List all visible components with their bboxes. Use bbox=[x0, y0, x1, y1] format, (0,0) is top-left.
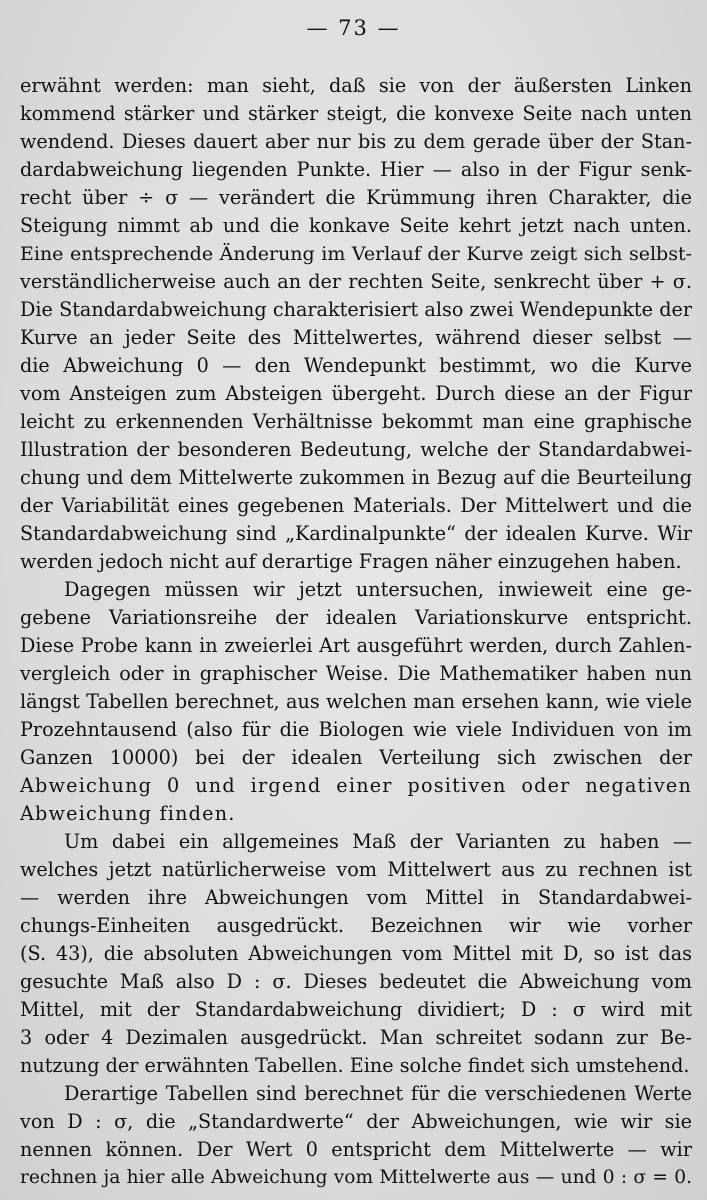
text-line: Illustration der besonderen Bedeutung, welche der Standardabwei- bbox=[20, 438, 692, 461]
text-line: (S. 43), die absoluten Abweichungen vom Mittel mit D, so ist das bbox=[20, 942, 692, 965]
text-line: kommend stärker und stärker steigt, die konvexe Seite nach unten bbox=[20, 102, 692, 125]
text-line: welches jetzt natürlicherweise vom Mittelwert aus zu rechnen ist bbox=[20, 858, 692, 881]
text-line: Prozehntausend (also für die Biologen wie viele Individuen von im bbox=[20, 718, 692, 741]
text-line: leicht zu erkennenden Verhältnisse bekommt man eine graphische bbox=[20, 410, 692, 433]
text-line: verständlicherweise auch an der rechten Seite, senkrecht über + σ. bbox=[20, 270, 692, 293]
text-line: Um dabei ein allgemeines Maß der Varianten zu haben — bbox=[64, 830, 692, 853]
text-line: gebene Variationsreihe der idealen Variationskurve entspricht. bbox=[20, 606, 692, 629]
text-line: Kurve an jeder Seite des Mittelwertes, während dieser selbst — bbox=[20, 326, 692, 349]
text-line: Dagegen müssen wir jetzt untersuchen, inwieweit eine ge- bbox=[64, 578, 692, 601]
text-line: Abweichung 0 und irgend einer positiven oder negativen bbox=[20, 774, 692, 797]
text-line: von D : σ, die „Standardwerte“ der Abweichungen, wie wir sie bbox=[20, 1110, 692, 1133]
text-line: der Variabilität eines gegebenen Materials. Der Mittelwert und die bbox=[20, 494, 692, 517]
text-line: Mittel, mit der Standardabweichung dividiert; D : σ wird mit bbox=[20, 998, 692, 1021]
text-line: chung und dem Mittelwerte zukommen in Bezug auf die Beurteilung bbox=[20, 466, 692, 489]
text-line: 3 oder 4 Dezimalen ausgedrückt. Man schreitet sodann zur Be- bbox=[20, 1026, 692, 1049]
text-line: rechnen ja hier alle Abweichung vom Mittelwerte aus — und 0 : σ = 0. bbox=[20, 1167, 692, 1188]
text-line: Eine entsprechende Änderung im Verlauf der Kurve zeigt sich selbst- bbox=[20, 243, 692, 265]
text-line: Derartige Tabellen sind berechnet für die verschiedenen Werte bbox=[64, 1082, 692, 1105]
text-line: Steigung nimmt ab und die konkave Seite kehrt jetzt nach unten. bbox=[20, 214, 692, 237]
paragraph-3 bbox=[20, 828, 692, 1080]
page-number: — 73 — bbox=[306, 16, 401, 40]
paragraph-4 bbox=[20, 1080, 692, 1192]
text-line: Ganzen 10000) bei der idealen Verteilung sich zwischen der bbox=[20, 746, 692, 769]
text-line: die Abweichung 0 — den Wendepunkt bestimmt, wo die Kurve bbox=[20, 354, 692, 377]
text-line: gesuchte Maß also D : σ. Dieses bedeutet die Abweichung vom bbox=[20, 970, 692, 993]
text-line: längst Tabellen berechnet, aus welchen man ersehen kann, wie viele bbox=[20, 690, 692, 713]
text-line: vom Ansteigen zum Absteigen übergeht. Durch diese an der Figur bbox=[20, 382, 692, 405]
text-line: Abweichung finden. bbox=[20, 802, 236, 825]
text-line: Standardabweichung sind „Kardinalpunkte“ der idealen Kurve. Wir bbox=[20, 522, 692, 545]
text-line: — werden ihre Abweichungen vom Mittel in Standardabwei- bbox=[20, 886, 692, 909]
body-text bbox=[20, 72, 692, 1192]
text-line: nennen können. Der Wert 0 entspricht dem Mittelwerte — wir bbox=[20, 1138, 692, 1161]
text-line: wendend. Dieses dauert aber nur bis zu dem gerade über der Stan- bbox=[20, 130, 692, 153]
paragraph-2 bbox=[20, 576, 692, 828]
text-line: recht über ÷ σ — verändert die Krümmung ihren Charakter, die bbox=[20, 186, 692, 209]
text-line: dardabweichung liegenden Punkte. Hier — also in der Figur senk- bbox=[20, 158, 692, 181]
text-line: vergleich oder in graphischer Weise. Die Mathematiker haben nun bbox=[20, 662, 692, 685]
text-line: Die Standardabweichung charakterisiert also zwei Wendepunkte der bbox=[20, 298, 692, 321]
text-line: chungs-Einheiten ausgedrückt. Bezeichnen wir wie vorher bbox=[20, 914, 692, 937]
paragraph-1 bbox=[20, 72, 692, 576]
text-line: erwähnt werden: man sieht, daß sie von der äußersten Linken bbox=[20, 74, 692, 97]
text-line: Diese Probe kann in zweierlei Art ausgeführt werden, durch Zahlen- bbox=[20, 634, 692, 657]
text-line: nutzung der erwähnten Tabellen. Eine solche findet sich umstehend. bbox=[20, 1054, 690, 1077]
text-line: werden jedoch nicht auf derartige Fragen näher einzugehen haben. bbox=[20, 550, 682, 573]
